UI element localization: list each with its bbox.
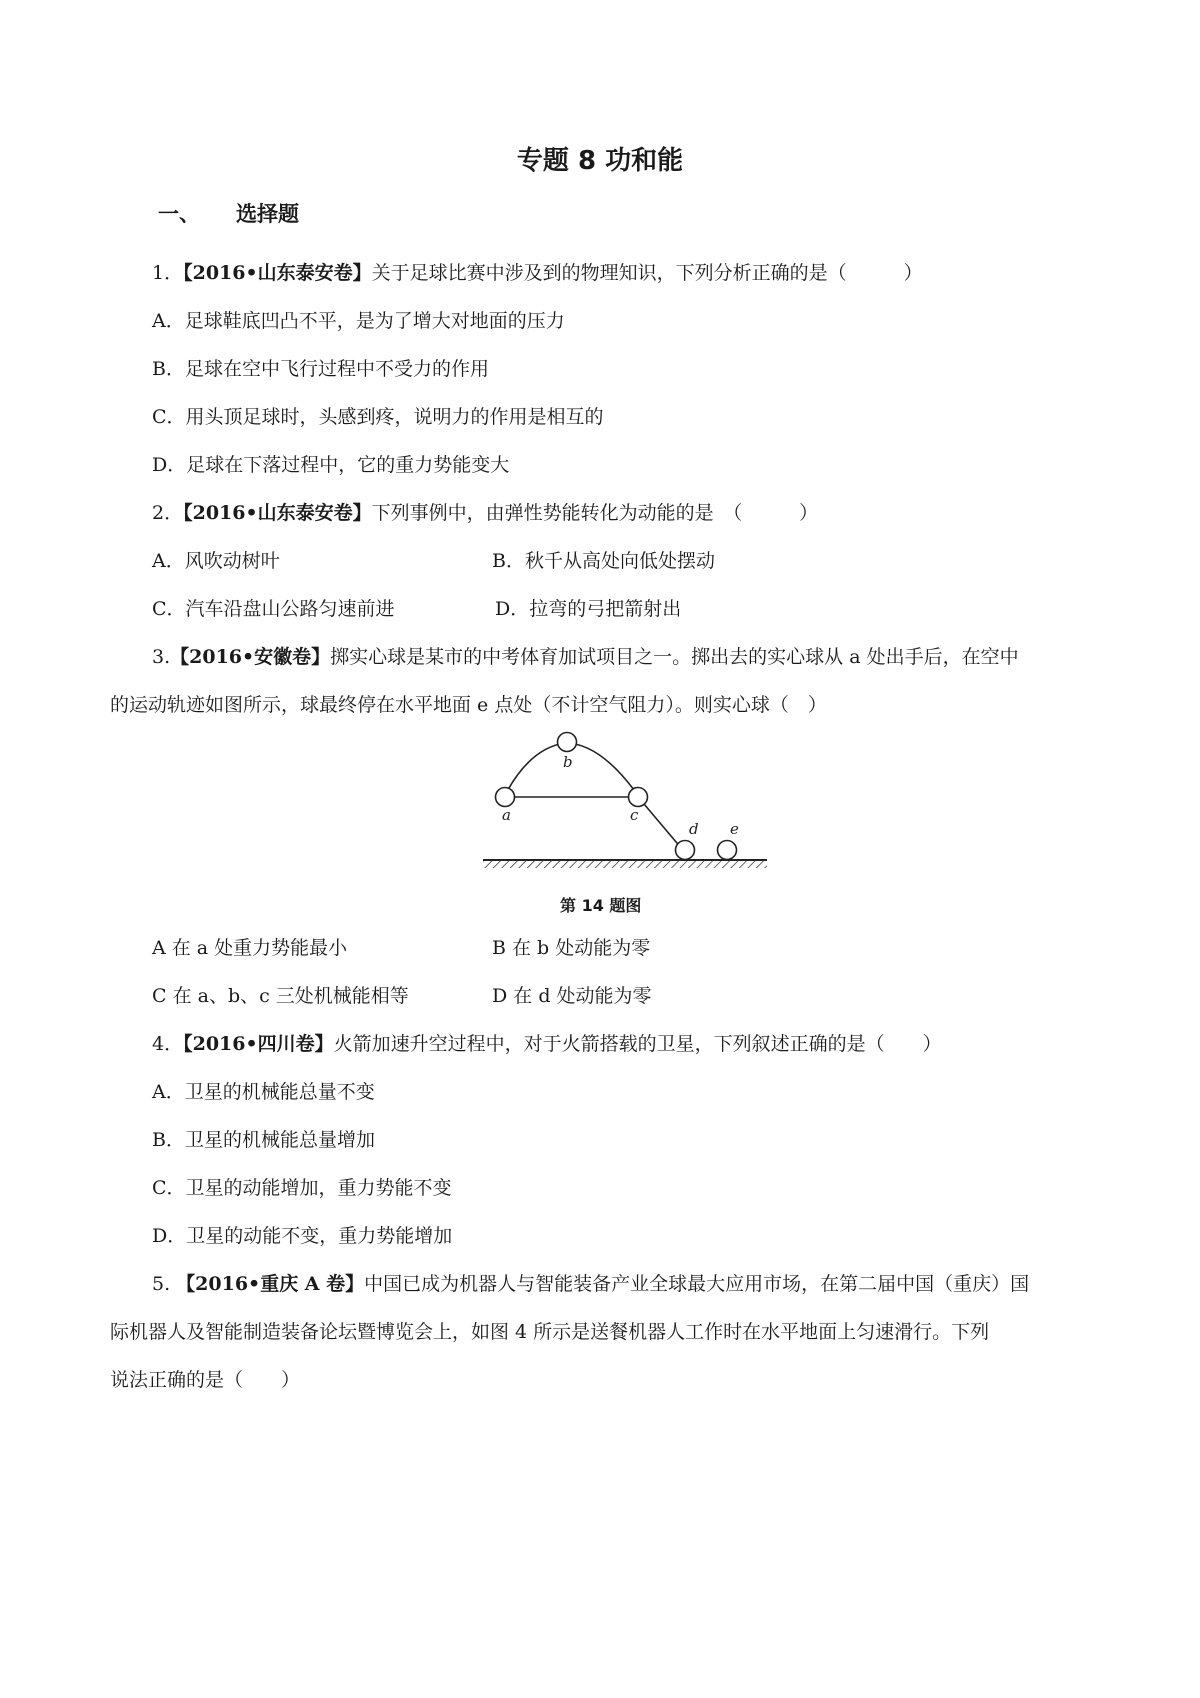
segment-c-to-d xyxy=(644,804,682,849)
question-2-option-a: A．风吹动树叶 xyxy=(152,550,280,572)
question-2-option-c: C．汽车沿盘山公路匀速前进 xyxy=(152,598,395,620)
question-1-option-c: C．用头顶足球时，头感到疼，说明力的作用是相互的 xyxy=(152,406,604,428)
question-1-option-d: D．足球在下落过程中，它的重力势能变大 xyxy=(152,454,510,476)
question-2-stem xyxy=(152,499,818,527)
label-d: d xyxy=(689,820,699,838)
ball-e xyxy=(718,841,737,860)
question-4-option-c: C．卫星的动能增加，重力势能不变 xyxy=(152,1177,452,1199)
figure-caption: 第 14 题图 xyxy=(560,896,642,915)
question-source-tag: 【2016•山东泰安卷】 xyxy=(183,262,372,284)
ball-b xyxy=(558,733,577,752)
question-4-option-d: D．卫星的动能不变，重力势能增加 xyxy=(152,1225,453,1247)
question-source-tag: 【2016•重庆 A 卷】 xyxy=(176,1273,365,1295)
question-1-stem xyxy=(152,259,923,287)
question-2-option-b: B．秋千从高处向低处摆动 xyxy=(492,550,715,572)
ball-a xyxy=(496,788,515,807)
section-label: 选择题 xyxy=(236,202,299,226)
question-source-tag: 【2016•安徽卷】 xyxy=(170,646,331,668)
label-e: e xyxy=(730,820,739,838)
question-1-option-b: B．足球在空中飞行过程中不受力的作用 xyxy=(152,358,489,380)
question-2-option-d: D．拉弯的弓把箭射出 xyxy=(495,598,682,620)
section-heading xyxy=(158,199,299,229)
question-5-stem-line-1 xyxy=(152,1270,1029,1298)
question-text: 火箭加速升空过程中，对于火箭搭载的卫星，下列叙述正确的是（ ） xyxy=(333,1033,942,1055)
question-4-option-b: B．卫星的机械能总量增加 xyxy=(152,1129,375,1151)
question-number: 5. xyxy=(152,1273,177,1295)
question-5-stem-line-2: 际机器人及智能制造装备论坛暨博览会上，如图 4 所示是送餐机器人工作时在水平地面上匀速滑行。下列 xyxy=(110,1321,990,1343)
question-1-option-a: A．足球鞋底凹凸不平，是为了增大对地面的压力 xyxy=(152,310,565,332)
question-text: 下列事例中，由弹性势能转化为动能的是 （ ） xyxy=(371,502,819,524)
question-number: 4． xyxy=(152,1033,184,1055)
question-4-stem xyxy=(152,1030,942,1058)
question-number: 1． xyxy=(152,262,184,284)
question-source-tag: 【2016•四川卷】 xyxy=(183,1033,334,1055)
trajectory-diagram xyxy=(480,728,770,898)
question-number: 2． xyxy=(152,502,184,524)
ball-d xyxy=(676,841,695,860)
question-text: 关于足球比赛中涉及到的物理知识，下列分析正确的是（ ） xyxy=(371,262,923,284)
page-title: 专题 8 功和能 xyxy=(516,146,684,176)
question-5-stem-line-3: 说法正确的是（ ） xyxy=(110,1369,301,1391)
question-3-stem-line-1 xyxy=(152,643,1019,671)
question-4-option-a: A．卫星的机械能总量不变 xyxy=(152,1081,375,1103)
section-number: 一、 xyxy=(158,202,200,226)
ground-hatching xyxy=(483,861,767,868)
question-3-option-b: B 在 b 处动能为零 xyxy=(492,937,651,959)
ball-c xyxy=(629,788,648,807)
question-3-stem-line-2: 的运动轨迹如图所示，球最终停在水平地面 e 点处（不计空气阻力）。则实心球（ ） xyxy=(110,694,827,716)
label-c: c xyxy=(630,806,639,824)
question-text: 掷实心球是某市的中考体育加试项目之一。掷出去的实心球从 a 处出手后，在空中 xyxy=(330,646,1019,668)
question-source-tag: 【2016•山东泰安卷】 xyxy=(183,502,372,524)
label-a: a xyxy=(502,806,511,824)
question-text: 中国已成为机器人与智能装备产业全球最大应用市场，在第二届中国（重庆）国 xyxy=(364,1273,1030,1295)
question-3-option-a: A 在 a 处重力势能最小 xyxy=(152,937,348,959)
label-b: b xyxy=(563,753,573,771)
question-number: 3. xyxy=(152,646,171,668)
question-3-option-c: C 在 a、b、c 三处机械能相等 xyxy=(152,985,409,1007)
question-3-option-d: D 在 d 处动能为零 xyxy=(492,985,652,1007)
